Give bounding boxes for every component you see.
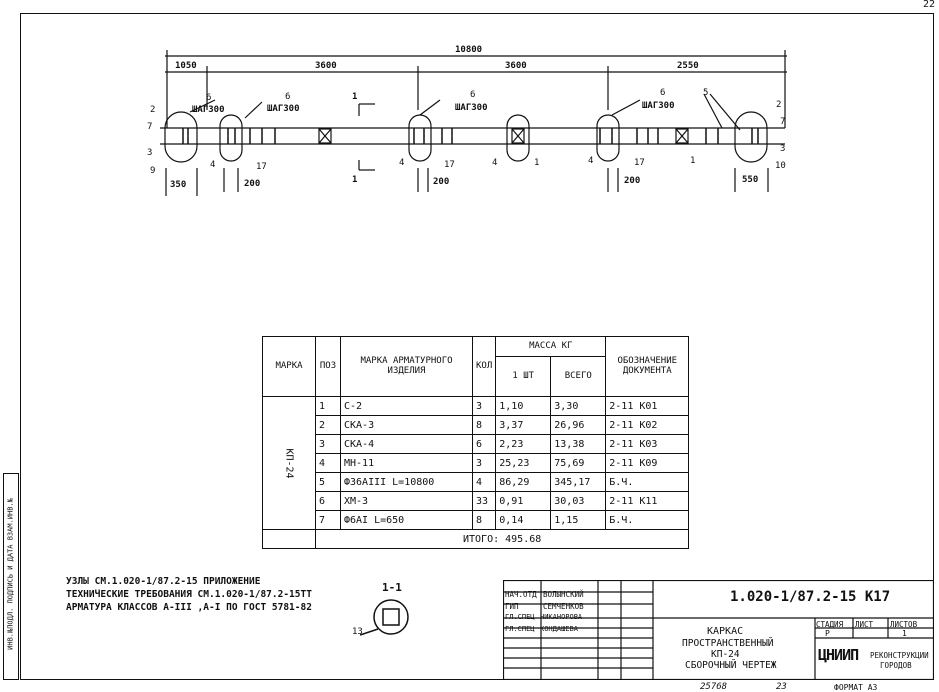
callout-1a: 1 [534, 158, 540, 168]
org-name-2: ГОРОДОВ [880, 661, 912, 670]
stage-header: СТАДИЯ [816, 620, 844, 629]
spec-row [263, 511, 689, 530]
spec-cell-one: 0,14 [496, 511, 551, 530]
header-marka-izd: МАРКА АРМАТУРНОГО ИЗДЕЛИЯ [341, 337, 473, 397]
spec-cell-all: 26,96 [551, 416, 606, 435]
callout-7b: 7 [780, 117, 786, 127]
callout-2b: 2 [776, 100, 782, 110]
spec-row [263, 416, 689, 435]
dim-200b: 200 [433, 177, 450, 187]
callout-17c: 17 [634, 158, 645, 168]
bottom-left-number: 25768 [700, 682, 728, 692]
callout-4d: 4 [588, 156, 594, 166]
spec-cell-kol: 8 [473, 416, 496, 435]
spec-cell-kol: 3 [473, 454, 496, 473]
dim-2550: 2550 [677, 61, 699, 71]
spec-cell-doc: 2-11 К02 [606, 416, 689, 435]
callout-4b: 4 [399, 158, 405, 168]
section-mark-top: 1 [352, 92, 358, 102]
dim-550: 550 [742, 175, 759, 185]
spec-cell-one: 86,29 [496, 473, 551, 492]
callout-6b: 6 [285, 92, 291, 102]
stamp-title-2: ПРОСТРАНСТВЕННЫЙ [682, 638, 774, 649]
spec-cell-poz: 3 [316, 435, 341, 454]
header-all: ВСЕГО [551, 357, 606, 397]
notes [66, 575, 312, 614]
sheet-header: ЛИСТ [855, 620, 874, 629]
step-label-3: ШАГ300 [455, 103, 488, 113]
callout-6d: 6 [660, 88, 666, 98]
callout-4c: 4 [492, 158, 498, 168]
specification-table [262, 336, 689, 549]
spec-cell-item: МН-11 [341, 454, 473, 473]
callout-17a: 17 [256, 162, 267, 172]
spec-cell-item: Ф36АIII L=10800 [341, 473, 473, 492]
callout-2a: 2 [150, 105, 156, 115]
sheets-value: 1 [902, 629, 907, 638]
header-marka: МАРКА [263, 337, 316, 397]
dim-1050: 1050 [175, 61, 197, 71]
spec-cell-doc: Б.Ч. [606, 473, 689, 492]
spec-cell-all: 30,03 [551, 492, 606, 511]
dim-3600a: 3600 [315, 61, 337, 71]
stamp-title-3: КП-24 [711, 649, 740, 660]
document-code: 1.020-1/87.2-15 К17 [730, 589, 891, 605]
org-name-1: РЕКОНСТРУКЦИИ [870, 651, 929, 660]
spec-cell-kol: 6 [473, 435, 496, 454]
spec-cell-all: 1,15 [551, 511, 606, 530]
spec-cell-poz: 6 [316, 492, 341, 511]
spec-cell-kol: 4 [473, 473, 496, 492]
step-label-2: ШАГ300 [267, 104, 300, 114]
stamp-role-4: ГЛ.СПЕЦ [505, 625, 535, 633]
page-number: 22 [922, 0, 935, 10]
stamp-name-3: НИКАНОРОВА [540, 613, 583, 621]
spec-cell-item: Ф6АI L=650 [341, 511, 473, 530]
note-1: УЗЛЫ СМ.1.020-1/87.2-15 ПРИЛОЖЕНИЕ [66, 576, 261, 587]
spec-cell-poz: 2 [316, 416, 341, 435]
spec-cell-doc: 2-11 К11 [606, 492, 689, 511]
spec-cell-poz: 7 [316, 511, 341, 530]
group-mark-text: КП-24 [283, 447, 295, 479]
spec-cell-poz: 5 [316, 473, 341, 492]
callout-10: 10 [775, 161, 786, 171]
callout-6c: 6 [470, 90, 476, 100]
note-2: ТЕХНИЧЕСКИЕ ТРЕБОВАНИЯ СМ.1.020-1/87.2-15ТТ [66, 589, 312, 600]
callout-6a: 6 [206, 93, 212, 103]
header-one: 1 ШТ [496, 357, 551, 397]
stamp-name-4: КОНДАШЕВА [540, 625, 578, 633]
step-label-1: ШАГ300 [192, 105, 225, 115]
spec-cell-one: 2,23 [496, 435, 551, 454]
section-callout: 13 [352, 627, 363, 637]
header-poz: ПОЗ [316, 337, 341, 397]
header-kol: КОЛ [473, 337, 496, 397]
spec-cell-poz: 1 [316, 397, 341, 416]
spec-row [263, 492, 689, 511]
spec-cell-one: 1,10 [496, 397, 551, 416]
step-label-4: ШАГ300 [642, 101, 675, 111]
stamp-role-1: НАЧ.ОТД [505, 590, 537, 599]
stamp-title-4: СБОРОЧНЫЙ ЧЕРТЕЖ [685, 660, 777, 671]
spec-cell-doc: Б.Ч. [606, 511, 689, 530]
spec-cell-doc: 2-11 К03 [606, 435, 689, 454]
spec-cell-all: 13,38 [551, 435, 606, 454]
spec-cell-item: СКА-4 [341, 435, 473, 454]
spec-cell-item: ХМ-3 [341, 492, 473, 511]
callout-7a: 7 [147, 122, 153, 132]
spec-rows [263, 397, 689, 530]
spec-cell-one: 0,91 [496, 492, 551, 511]
spec-cell-doc: 2-11 К01 [606, 397, 689, 416]
stage-value: Р [825, 629, 830, 638]
stamp-name-2: СЕМЧЕНКОВ [543, 602, 584, 611]
spec-cell-item: С-2 [341, 397, 473, 416]
spec-row [263, 473, 689, 492]
dim-200c: 200 [624, 176, 641, 186]
section-mark-bottom: 1 [352, 175, 358, 185]
spec-cell-doc: 2-11 К09 [606, 454, 689, 473]
callout-5: 5 [703, 88, 709, 98]
stamp-name-1: ВОЛЫНСКИЙ [543, 590, 584, 599]
spec-cell-poz: 4 [316, 454, 341, 473]
dim-200a: 200 [244, 179, 261, 189]
header-massa: МАССА КГ [496, 337, 606, 357]
spec-cell-kol: 8 [473, 511, 496, 530]
spec-cell-one: 25,23 [496, 454, 551, 473]
spec-cell-all: 75,69 [551, 454, 606, 473]
bottom-mid-number: 23 [776, 682, 787, 692]
callout-3b: 3 [780, 144, 786, 154]
spec-cell-one: 3,37 [496, 416, 551, 435]
stamp-role-2: ГИП [505, 602, 519, 611]
spec-cell-all: 345,17 [551, 473, 606, 492]
org-logo: ЦНИИП [818, 646, 859, 664]
callout-4a: 4 [210, 160, 216, 170]
group-mark [263, 397, 316, 530]
header-doc: ОБОЗНАЧЕНИЕ ДОКУМЕНТА [606, 337, 689, 397]
dim-3600b: 3600 [505, 61, 527, 71]
format-label: ФОРМАТ А3 [834, 683, 878, 692]
dim-350: 350 [170, 180, 187, 190]
spec-total: ИТОГО: 495.68 [316, 530, 689, 549]
spec-cell-all: 3,30 [551, 397, 606, 416]
spec-cell-item: СКА-3 [341, 416, 473, 435]
section-title: 1-1 [382, 581, 402, 594]
spec-row [263, 397, 689, 416]
callout-9: 9 [150, 166, 156, 176]
side-strip-text: ИНВ.№ПОДЛ. ПОДПИСЬ И ДАТА ВЗАМ.ИНВ.№ [6, 498, 15, 650]
side-strip [3, 473, 19, 680]
callout-1b: 1 [690, 156, 696, 166]
stamp-role-3: ГЛ.СПЕЦ [505, 613, 535, 621]
callout-17b: 17 [444, 160, 455, 170]
section-view [360, 595, 420, 645]
spec-row [263, 435, 689, 454]
callout-3a: 3 [147, 148, 153, 158]
note-3: АРМАТУРА КЛАССОВ А-III ,А-I ПО ГОСТ 5781-82 [66, 602, 312, 613]
spec-cell-kol: 33 [473, 492, 496, 511]
dim-total: 10800 [455, 45, 483, 55]
sheets-header: ЛИСТОВ [890, 620, 918, 629]
spec-row [263, 454, 689, 473]
stamp-title-1: КАРКАС [707, 626, 744, 637]
spec-cell-kol: 3 [473, 397, 496, 416]
